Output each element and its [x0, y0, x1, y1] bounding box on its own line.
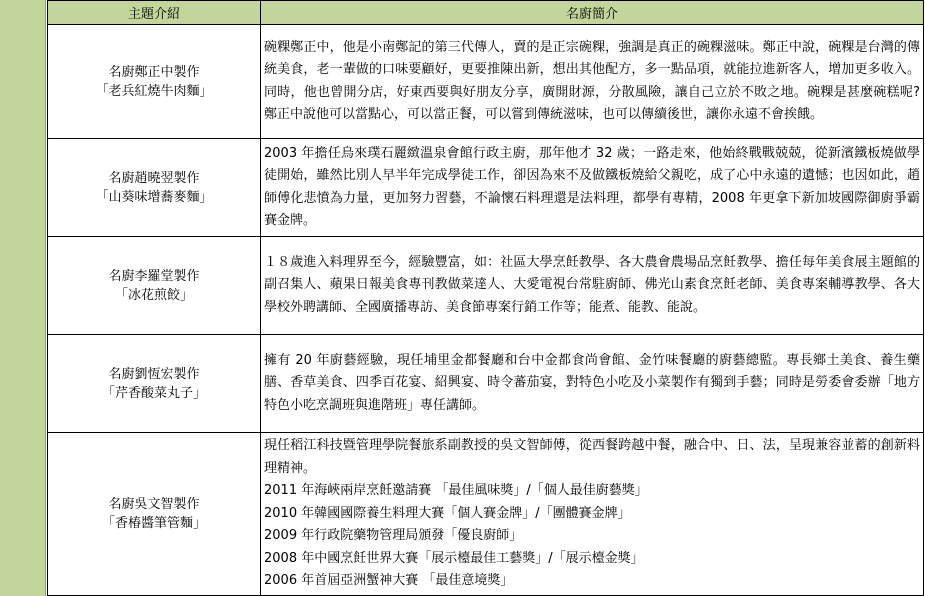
header-intro[interactable]: 名廚簡介	[261, 1, 924, 25]
table-row	[48, 139, 924, 237]
topic-dish: 「老兵紅燒牛肉麵」	[95, 83, 213, 99]
left-column-strip	[0, 0, 46, 596]
table-row	[48, 335, 924, 433]
award-line: 2009 年行政院藥物管理局頒發「優良廚師」	[264, 528, 523, 543]
topic-chef: 名廚趙曉翌製作	[108, 170, 200, 186]
intro-cell[interactable]	[261, 335, 924, 433]
topic-dish: 「芹香酸菜丸子」	[101, 385, 206, 401]
topic-chef: 名廚劉恆宏製作	[108, 366, 200, 382]
topic-dish: 「冰花煎餃」	[114, 287, 193, 303]
topic-cell[interactable]	[48, 139, 261, 237]
topic-cell[interactable]	[48, 433, 261, 596]
topic-cell[interactable]	[48, 237, 261, 335]
intro-text: 現任稻江科技暨管理學院餐旅系副教授的吳文智師傅，從西餐跨越中餐，融合中、日、法，呈現兼容並蓄的創新料理精神。	[264, 438, 920, 476]
intro-text: 2003 年擔任烏來璞石麗緻溫泉會館行政主廚，那年他才 32 歲；一路走來，他始終戰戰兢兢，從新濱鐵板燒做學徒開始，雖然比別人早半年完成學徒工作，卻因為來不及做鐵板燒給父親吃，成了心中永遠的遺憾；也因如此，趙師傅化悲憤為力量，更加努力習藝，不論懷石料理還是法料理，都學有專精，2008 年更拿下新加坡國際御廚爭霸賽金牌。	[264, 145, 920, 228]
header-topic[interactable]: 主題介紹	[48, 1, 261, 25]
intro-text: 擁有 20 年廚藝經驗，現任埔里金都餐廳和台中金都食尚會館、金竹味餐廳的廚藝總監。專長鄉土美食、養生藥膳、香草美食、四季百花宴、紹興宴、時令蕃茄宴，對特色小吃及小菜製作有獨到手藝；同時是勞委會委辦「地方特色小吃烹調班與進階班」專任講師。	[264, 352, 920, 413]
topic-cell[interactable]	[48, 25, 261, 139]
intro-cell[interactable]	[261, 139, 924, 237]
topic-chef: 名廚鄭正中製作	[108, 64, 200, 80]
table-row	[48, 25, 924, 139]
award-line: 2008 年中國烹飪世界大賽「展示檯最佳工藝獎」/「展示檯金獎」	[264, 550, 644, 566]
chef-table	[47, 0, 924, 596]
award-line: 2011 年海峽兩岸烹飪邀請賽 「最佳風味獎」/「個人最佳廚藝獎」	[264, 483, 648, 498]
topic-dish: 「香椿醬筆管麵」	[101, 515, 206, 531]
intro-text: １８歲進入料理界至今，經驗豐富，如：社區大學烹飪教學、各大農會農場品烹飪教學、擔任每年美食展主題館的副召集人、蘋果日報美食專刊教做菜達人、大愛電視台常駐廚師、佛光山素食烹飪老師、美食專案輔導教學、各大學校外聘講師、全國廣播專訪、美食節專案行銷工作等；能煮、能教、能說。	[264, 254, 920, 315]
intro-cell[interactable]	[261, 433, 924, 596]
table-header-row	[48, 1, 924, 25]
intro-text: 碗粿鄭正中，他是小南鄭記的第三代傳人，賣的是正宗碗粿，強調是真正的碗粿滋味。鄭正中說，碗粿是台灣的傳統美食，老一輩做的口味要顧好，更要推陳出新，想出其他配方，多一點品項，就能拉進新客人，增加更多收入。同時，他也曾開分店，好東西要與好朋友分享，廣開財源，分散風險，讓自己立於不敗之地。碗粿是甚麼碗糕呢?鄭正中說他可以當點心，可以當正餐，可以嘗到傳統滋味，也可以傳續後世，讓你永遠不會挨餓。	[264, 39, 920, 122]
award-line: 2010 年韓國國際養生料理大賽「個人賽金牌」/「團體賽金牌」	[264, 505, 631, 521]
topic-chef: 名廚吳文智製作	[108, 496, 200, 512]
intro-cell[interactable]	[261, 237, 924, 335]
intro-cell[interactable]	[261, 25, 924, 139]
table-row	[48, 237, 924, 335]
topic-dish: 「山葵味增蕎麥麵」	[95, 189, 213, 205]
award-line: 2006 年首屆亞洲蟹神大賽 「最佳意境獎」	[264, 573, 514, 588]
topic-cell[interactable]	[48, 335, 261, 433]
topic-chef: 名廚李羅堂製作	[108, 268, 200, 284]
table-row	[48, 433, 924, 596]
